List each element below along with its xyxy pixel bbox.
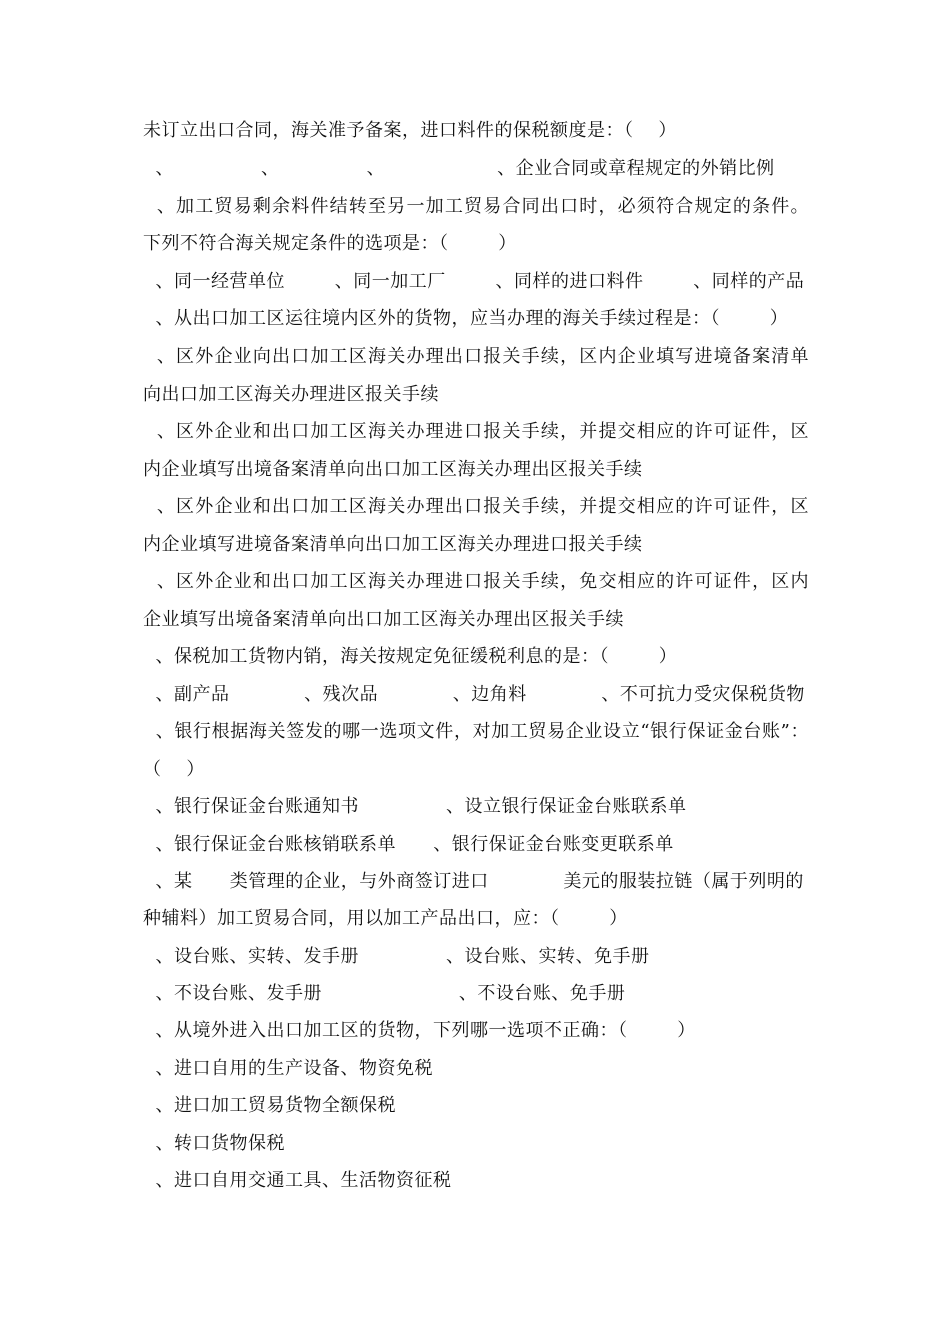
text-line: 、区外企业和出口加工区海关办理进口报关手续，并提交相应的许可证件，区 — [143, 421, 809, 442]
text-line: 、设台账、实转、发手册 、设台账、实转、免手册 — [143, 946, 650, 967]
text-line: 企业填写出境备案清单向出口加工区海关办理出区报关手续 — [143, 609, 624, 630]
text-line: 、进口自用的生产设备、物资免税 — [143, 1058, 433, 1079]
text-line: 、区外企业向出口加工区海关办理出口报关手续，区内企业填写进境备案清单 — [143, 346, 809, 367]
text-line: 、从境外进入出口加工区的货物，下列哪一选项不正确：（ ） — [143, 1020, 696, 1041]
text-line: 、从出口加工区运往境内区外的货物，应当办理的海关手续过程是：（ ） — [143, 308, 789, 329]
text-line: 、某 类管理的企业，与外商签订进口 美元的服装拉链（属于列明的 — [143, 871, 804, 892]
text-line: 、同一经营单位 、同一加工厂 、同样的进口料件 、同样的产品 — [143, 271, 805, 292]
text-line: 、进口加工贸易货物全额保税 — [143, 1095, 396, 1116]
text-line: 未订立出口合同，海关准予备案，进口料件的保税额度是：（ ） — [143, 120, 677, 141]
text-line: 、银行保证金台账通知书 、设立银行保证金台账联系单 — [143, 796, 687, 817]
text-line: （ ） — [143, 759, 205, 780]
text-line: 、加工贸易剩余料件结转至另一加工贸易合同出口时，必须符合规定的条件。 — [143, 196, 809, 217]
text-line: 内企业填写进境备案清单向出口加工区海关办理进口报关手续 — [143, 534, 643, 555]
text-line: 、转口货物保税 — [143, 1133, 285, 1154]
text-line: 、银行保证金台账核销联系单 、银行保证金台账变更联系单 — [143, 834, 674, 855]
text-line: 、区外企业和出口加工区海关办理出口报关手续，并提交相应的许可证件，区 — [143, 496, 809, 517]
text-line: 向出口加工区海关办理进区报关手续 — [143, 384, 439, 405]
text-line: 、银行根据海关签发的哪一选项文件，对加工贸易企业设立“银行保证金台账”： — [143, 721, 809, 742]
text-line: 、保税加工货物内销，海关按规定免征缓税利息的是：（ ） — [143, 646, 678, 667]
text-line: 、副产品 、残次品 、边角料 、不可抗力受灾保税货物 — [143, 684, 805, 705]
text-line: 下列不符合海关规定条件的选项是：（ ） — [143, 233, 517, 254]
text-line: 内企业填写出境备案清单向出口加工区海关办理出区报关手续 — [143, 459, 643, 480]
text-line: 、进口自用交通工具、生活物资征税 — [143, 1170, 452, 1191]
text-line: 、 、 、 、企业合同或章程规定的外销比例 — [143, 158, 775, 179]
text-line: 种辅料）加工贸易合同，用以加工产品出口，应：（ ） — [143, 908, 628, 929]
text-line: 、区外企业和出口加工区海关办理进口报关手续，免交相应的许可证件，区内 — [143, 571, 809, 592]
text-line: 、不设台账、发手册 、不设台账、免手册 — [143, 983, 626, 1004]
